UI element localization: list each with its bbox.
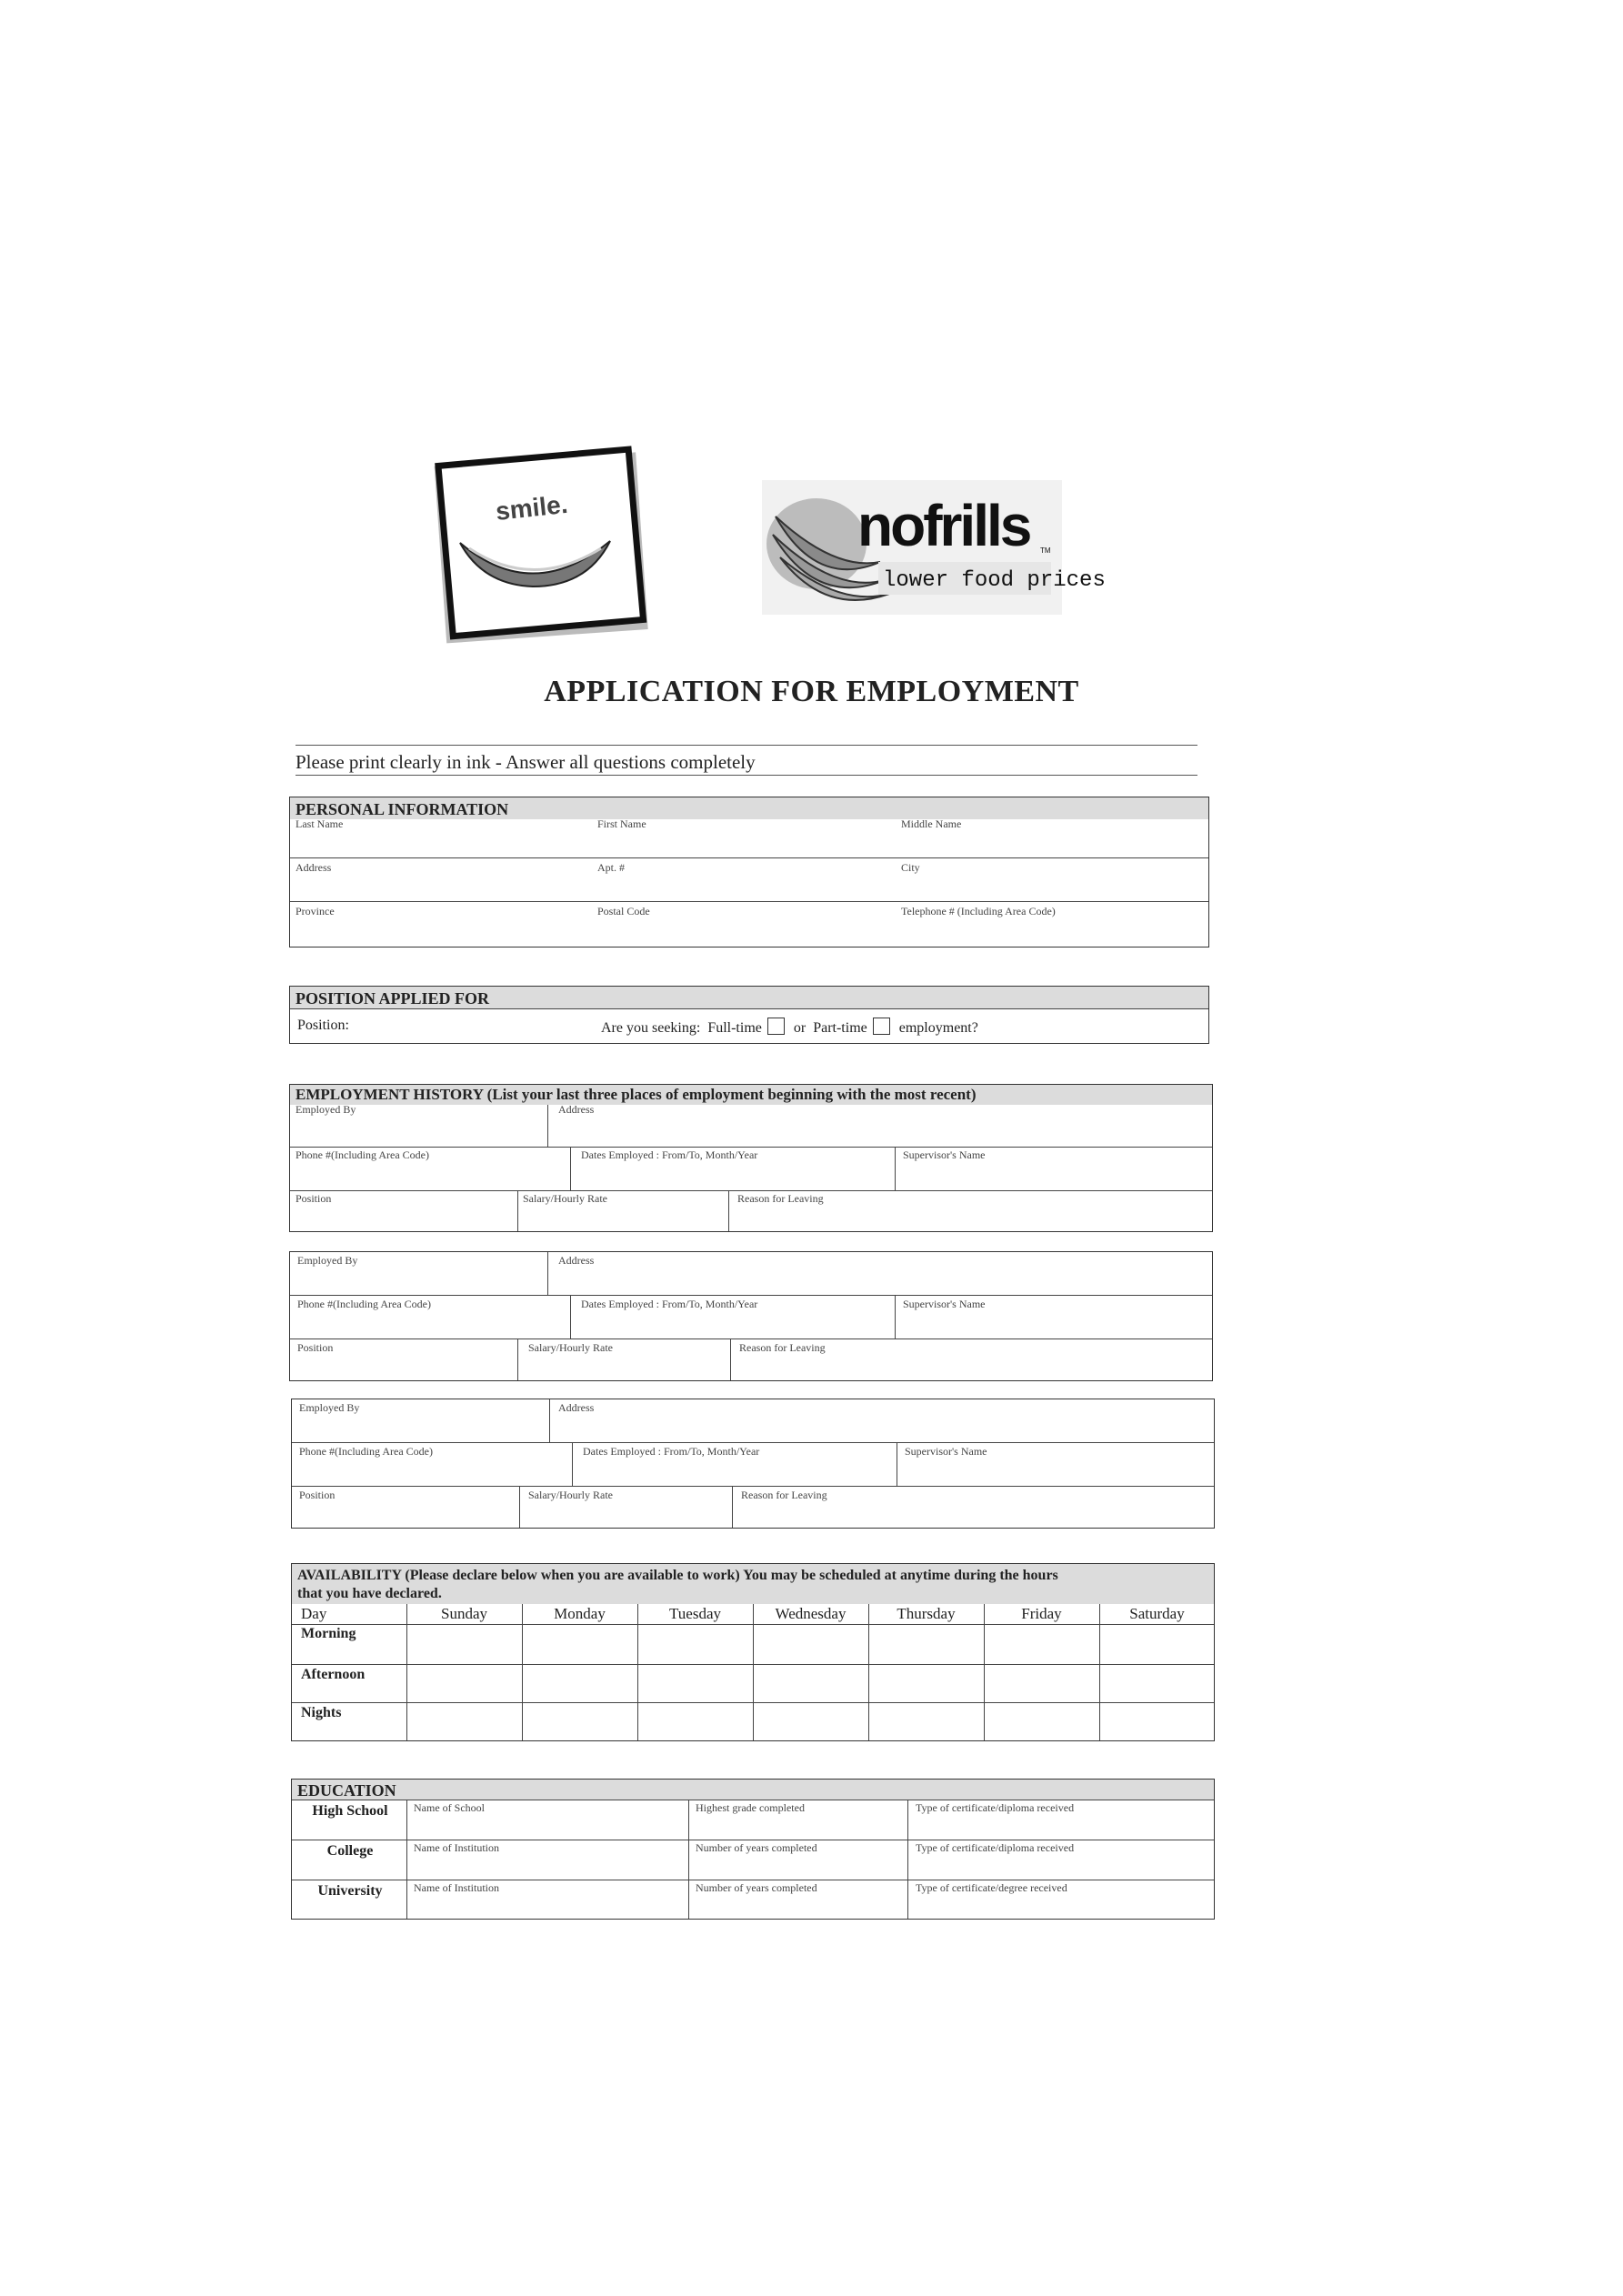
- employment-label: employment?: [898, 1020, 978, 1036]
- availability-cell-nights-wednesday[interactable]: [755, 1704, 867, 1739]
- employer-3-name-label: Employed By: [299, 1401, 360, 1414]
- employer-1-name-label: Employed By: [296, 1103, 356, 1116]
- college-c3: Type of certificate/diploma received: [916, 1841, 1075, 1854]
- day-header-wednesday: Wednesday: [775, 1605, 847, 1622]
- employer-3-phone-label: Phone #(Including Area Code): [299, 1445, 433, 1458]
- employer-3-dates-label: Dates Employed : From/To, Month/Year: [583, 1445, 760, 1458]
- employer-3-address-label: Address: [558, 1401, 595, 1414]
- availability-cell-afternoon-friday[interactable]: [986, 1666, 1097, 1700]
- full-time-label: Full-time: [707, 1020, 762, 1036]
- instructions-rule: [296, 775, 1197, 776]
- employer-2-block: [289, 1251, 1213, 1381]
- full-time-checkbox[interactable]: [767, 1018, 785, 1035]
- availability-cell-afternoon-sunday[interactable]: [408, 1666, 520, 1700]
- availability-cell-nights-saturday[interactable]: [1101, 1704, 1213, 1739]
- availability-cell-afternoon-thursday[interactable]: [870, 1666, 982, 1700]
- employer-1-address-label: Address: [558, 1103, 595, 1116]
- availability-cell-nights-friday[interactable]: [986, 1704, 1097, 1739]
- part-time-checkbox[interactable]: [873, 1018, 890, 1035]
- nofrills-tm: TM: [1040, 546, 1051, 555]
- day-column-divider: [406, 1604, 407, 1740]
- last-name-label: Last Name: [296, 817, 344, 830]
- employer-1-supervisor-label: Supervisor's Name: [903, 1148, 986, 1161]
- availability-header: [292, 1564, 1214, 1604]
- seeking-label: Are you seeking:: [601, 1020, 701, 1036]
- employer-2-salary-label: Salary/Hourly Rate: [528, 1341, 613, 1354]
- availability-section: [291, 1563, 1215, 1741]
- employer-2-position-label: Position: [297, 1341, 334, 1354]
- availability-cell-afternoon-saturday[interactable]: [1101, 1666, 1213, 1700]
- page-title: APPLICATION FOR EMPLOYMENT: [544, 675, 1079, 708]
- employer-3-position-label: Position: [299, 1489, 336, 1501]
- middle-name-label: Middle Name: [901, 817, 962, 830]
- position-label: Position:: [297, 1018, 349, 1033]
- title-rule: [296, 745, 1197, 746]
- day-column-divider: [868, 1604, 869, 1740]
- position-section: [289, 986, 1209, 1044]
- university-c2: Number of years completed: [696, 1881, 817, 1894]
- availability-cell-nights-thursday[interactable]: [870, 1704, 982, 1739]
- education-section: [291, 1779, 1215, 1920]
- employer-2-address-label: Address: [558, 1254, 595, 1267]
- availability-header-line2: that you have declared.: [297, 1586, 442, 1601]
- day-header-saturday: Saturday: [1129, 1605, 1185, 1622]
- college-label: College: [326, 1843, 374, 1859]
- employer-2-supervisor-label: Supervisor's Name: [903, 1298, 986, 1310]
- day-label: Day: [301, 1605, 327, 1622]
- telephone-label: Telephone # (Including Area Code): [901, 905, 1056, 917]
- employment-history-section: [289, 1084, 1213, 1232]
- high-school-c2: Highest grade completed: [696, 1801, 805, 1814]
- smile-logo-text: smile.: [494, 489, 569, 526]
- availability-cell-nights-sunday[interactable]: [408, 1704, 520, 1739]
- employer-1-position-label: Position: [296, 1192, 332, 1205]
- employer-1-dates-label: Dates Employed : From/To, Month/Year: [581, 1148, 758, 1161]
- employer-3-salary-label: Salary/Hourly Rate: [528, 1489, 613, 1501]
- university-c3: Type of certificate/degree received: [916, 1881, 1067, 1894]
- position-field[interactable]: [363, 1014, 599, 1039]
- day-header-thursday: Thursday: [897, 1605, 956, 1622]
- position-header: POSITION APPLIED FOR: [290, 987, 1208, 1008]
- nofrills-tagline: lower food prices: [883, 568, 1106, 593]
- province-label: Province: [296, 905, 335, 917]
- day-header-monday: Monday: [554, 1605, 606, 1622]
- nofrills-logo: [762, 480, 1106, 615]
- availability-cell-morning-tuesday[interactable]: [639, 1626, 751, 1662]
- employer-1-reason-label: Reason for Leaving: [737, 1192, 824, 1205]
- nofrills-brand: nofrills: [857, 493, 1030, 558]
- availability-cell-morning-friday[interactable]: [986, 1626, 1097, 1662]
- day-column-divider: [753, 1604, 754, 1740]
- day-column-divider: [1099, 1604, 1100, 1740]
- day-column-divider: [522, 1604, 523, 1740]
- middle-name-field[interactable]: [899, 832, 1205, 856]
- education-header: EDUCATION: [292, 1780, 1214, 1800]
- personal-info-header: PERSONAL INFORMATION: [290, 797, 1208, 819]
- high-school-c3: Type of certificate/diploma received: [916, 1801, 1075, 1814]
- availability-cell-morning-thursday[interactable]: [870, 1626, 982, 1662]
- first-name-label: First Name: [597, 817, 646, 830]
- availability-cell-morning-monday[interactable]: [524, 1626, 636, 1662]
- availability-cell-afternoon-tuesday[interactable]: [639, 1666, 751, 1700]
- apt-label: Apt. #: [597, 861, 625, 874]
- availability-cell-afternoon-wednesday[interactable]: [755, 1666, 867, 1700]
- postal-code-field[interactable]: [596, 919, 896, 943]
- morning-label: Morning: [301, 1626, 356, 1641]
- employer-3-block: [291, 1399, 1215, 1529]
- postal-code-label: Postal Code: [597, 905, 650, 917]
- employer-1-phone-label: Phone #(Including Area Code): [296, 1148, 429, 1161]
- day-header-sunday: Sunday: [441, 1605, 487, 1622]
- employer-2-phone-label: Phone #(Including Area Code): [297, 1298, 431, 1310]
- seeking-row: [601, 1018, 978, 1037]
- high-school-label: High School: [312, 1803, 388, 1819]
- day-column-divider: [984, 1604, 985, 1740]
- personal-info-section: [289, 797, 1209, 947]
- availability-cell-afternoon-monday[interactable]: [524, 1666, 636, 1700]
- employer-2-name-label: Employed By: [297, 1254, 358, 1267]
- telephone-field[interactable]: [899, 919, 1205, 943]
- high-school-c1: Name of School: [414, 1801, 485, 1814]
- day-column-divider: [637, 1604, 638, 1740]
- employer-1-salary-label: Salary/Hourly Rate: [523, 1192, 607, 1205]
- address-label: Address: [296, 861, 332, 874]
- address-field[interactable]: [294, 876, 590, 899]
- first-name-field[interactable]: [596, 832, 896, 856]
- afternoon-label: Afternoon: [301, 1667, 366, 1682]
- city-field[interactable]: [899, 876, 1205, 899]
- availability-cell-morning-saturday[interactable]: [1101, 1626, 1213, 1662]
- availability-cell-nights-tuesday[interactable]: [639, 1704, 751, 1739]
- apt-field[interactable]: [596, 876, 896, 899]
- part-time-label: Part-time: [813, 1020, 867, 1036]
- university-c1: Name of Institution: [414, 1881, 499, 1894]
- employer-2-reason-label: Reason for Leaving: [739, 1341, 826, 1354]
- availability-header-line1: AVAILABILITY (Please declare below when you are available to work) You may be scheduled at anytime during the hours: [297, 1568, 1058, 1583]
- day-header-tuesday: Tuesday: [669, 1605, 721, 1622]
- day-header-friday: Friday: [1021, 1605, 1062, 1622]
- province-field[interactable]: [294, 919, 590, 943]
- employer-3-reason-label: Reason for Leaving: [741, 1489, 827, 1501]
- college-c1: Name of Institution: [414, 1841, 499, 1854]
- or-label: or: [793, 1020, 806, 1036]
- city-label: City: [901, 861, 920, 874]
- availability-cell-morning-sunday[interactable]: [408, 1626, 520, 1662]
- employment-header: EMPLOYMENT HISTORY (List your last three places of employment beginning with the most recent): [290, 1085, 1212, 1105]
- employer-3-supervisor-label: Supervisor's Name: [905, 1445, 987, 1458]
- last-name-field[interactable]: [294, 832, 590, 856]
- employer-2-dates-label: Dates Employed : From/To, Month/Year: [581, 1298, 758, 1310]
- nights-label: Nights: [301, 1705, 342, 1720]
- smile-logo: [433, 450, 647, 642]
- university-label: University: [317, 1883, 383, 1899]
- instructions: Please print clearly in ink - Answer all questions completely: [296, 751, 756, 773]
- availability-cell-morning-wednesday[interactable]: [755, 1626, 867, 1662]
- college-c2: Number of years completed: [696, 1841, 817, 1854]
- availability-cell-nights-monday[interactable]: [524, 1704, 636, 1739]
